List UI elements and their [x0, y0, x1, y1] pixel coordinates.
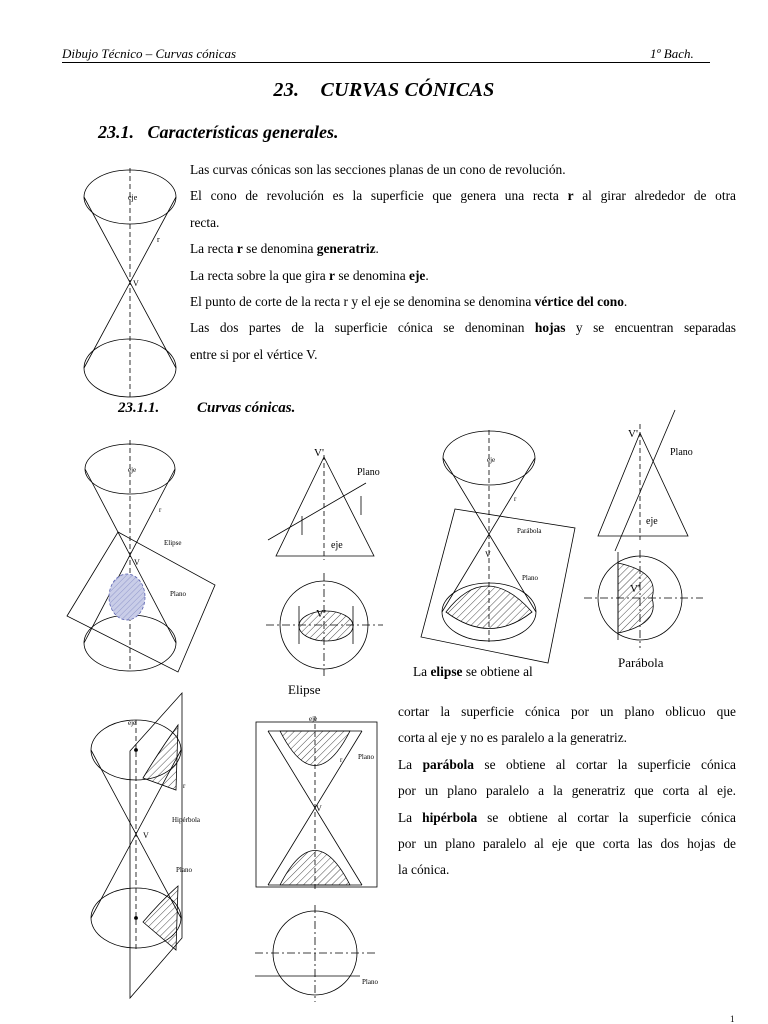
e3d-eje-label: eje	[128, 466, 137, 474]
bold-term: hipérbola	[422, 809, 478, 825]
header-subject: Dibujo Técnico – Curvas cónicas	[62, 46, 237, 61]
conics-paragraph	[398, 699, 736, 884]
text-line: por un plano paralelo al eje que corta las dos hojas de	[398, 836, 736, 852]
intro-paragraph	[190, 157, 736, 368]
cone-v-label: V	[133, 279, 139, 288]
h3d-r-label: r	[183, 782, 186, 790]
text-line: corta al eje y no es paralelo a la generatriz.	[398, 730, 628, 746]
bold-term: parábola	[422, 756, 474, 772]
subsection-number: 23.1.1.	[118, 400, 160, 416]
e3d-plano-label: Plano	[170, 590, 186, 598]
h2d-v-label: V	[316, 804, 322, 813]
header-rule	[62, 62, 710, 63]
h3d-hiperbola-label: Hipérbola	[172, 816, 200, 824]
h3d-v-label: V	[143, 831, 149, 840]
section-number: 23.1.	[98, 122, 134, 142]
parabola-3d-figure	[421, 430, 575, 663]
text-line: El cono de revolución es la superficie que genera una recta r al girar alrededor de otra	[190, 188, 736, 204]
text-line: Las curvas cónicas son las secciones planas de un cono de revolución.	[190, 162, 566, 177]
hyperbola-3d-figure	[91, 693, 201, 998]
bold-term: r	[567, 188, 574, 204]
header-course: 1º Bach.	[650, 46, 694, 61]
p2d-eje-label: eje	[646, 516, 658, 527]
subsection-title: Curvas cónicas.	[197, 400, 296, 416]
p3d-v-label: V	[485, 550, 491, 559]
e2d-v2-label: V'	[316, 608, 326, 620]
bold-term: generatriz	[316, 241, 376, 257]
parabola-caption: Parábola	[618, 655, 664, 670]
e3d-r-label: r	[159, 506, 162, 514]
e2d-eje-label: eje	[331, 540, 343, 551]
p2d-plano-label: Plano	[670, 447, 693, 458]
parabola-2d-figure	[584, 410, 703, 648]
text-line: la cónica.	[398, 862, 450, 878]
subsection-heading	[118, 400, 295, 417]
h2d-r-label: r	[340, 756, 343, 764]
cone-figure	[84, 168, 176, 398]
p3d-eje-label: eje	[487, 456, 496, 464]
ellipse-3d-figure	[67, 440, 215, 672]
cone-eje-label: eje	[128, 193, 138, 202]
text-line: La hipérbola se obtiene al cortar la superficie cónica	[398, 809, 736, 825]
text-line: Las dos partes de la superficie cónica se denominan hojas y se encuentran separadas	[190, 320, 736, 336]
bold-term: r	[236, 241, 243, 257]
h2d-eje-label: eje	[309, 715, 318, 723]
bold-term: hojas	[534, 320, 566, 336]
h2d-plano2-label: Plano	[362, 978, 378, 986]
e2d-v1-label: V'	[314, 447, 324, 459]
ellipse-2d-figure	[266, 447, 383, 676]
p3d-r-label: r	[514, 495, 517, 503]
page-number: 1	[730, 1014, 735, 1024]
ellipse-caption: Elipse	[288, 682, 321, 697]
text-line: El punto de corte de la recta r y el eje se denomina se denomina vértice del cono.	[190, 294, 628, 310]
text-line: La parábola se obtiene al cortar la superficie cónica	[398, 756, 736, 772]
h3d-eje-label: eje	[128, 719, 137, 727]
hyperbola-2d-figure	[255, 715, 378, 1002]
p2d-v1-label: V'	[628, 428, 638, 440]
bold-term: eje	[409, 267, 426, 283]
cone-r-label: r	[157, 235, 160, 244]
section-title: Características generales.	[147, 122, 339, 142]
text-line: La recta r se denomina generatriz.	[190, 241, 379, 257]
h3d-plano-label: Plano	[176, 866, 192, 874]
text-line: recta.	[190, 214, 220, 230]
bold-term: vértice del cono	[534, 294, 624, 310]
e3d-elipse-label: Elipse	[164, 539, 182, 547]
elipse-text-start: La elipse se obtiene al	[413, 664, 533, 679]
e3d-v-label: V	[134, 558, 140, 567]
text-line: La recta sobre la que gira r se denomina eje.	[190, 267, 429, 283]
bold-term: r	[329, 267, 335, 283]
section-heading	[98, 122, 339, 143]
bold-term: elipse	[430, 664, 463, 679]
text-line: cortar la superficie cónica por un plano oblicuo que	[398, 704, 736, 719]
text-line: por un plano paralelo a la generatriz que corta al eje.	[398, 783, 736, 799]
e2d-plano-label: Plano	[357, 467, 380, 478]
text-line: entre si por el vértice V.	[190, 346, 318, 362]
p3d-parabola-label: Parábola	[517, 527, 542, 535]
p2d-v2-label: V'	[630, 583, 640, 595]
p3d-plano-label: Plano	[522, 574, 538, 582]
h2d-plano1-label: Plano	[358, 753, 374, 761]
chapter-title: 23. CURVAS CÓNICAS	[273, 79, 495, 101]
